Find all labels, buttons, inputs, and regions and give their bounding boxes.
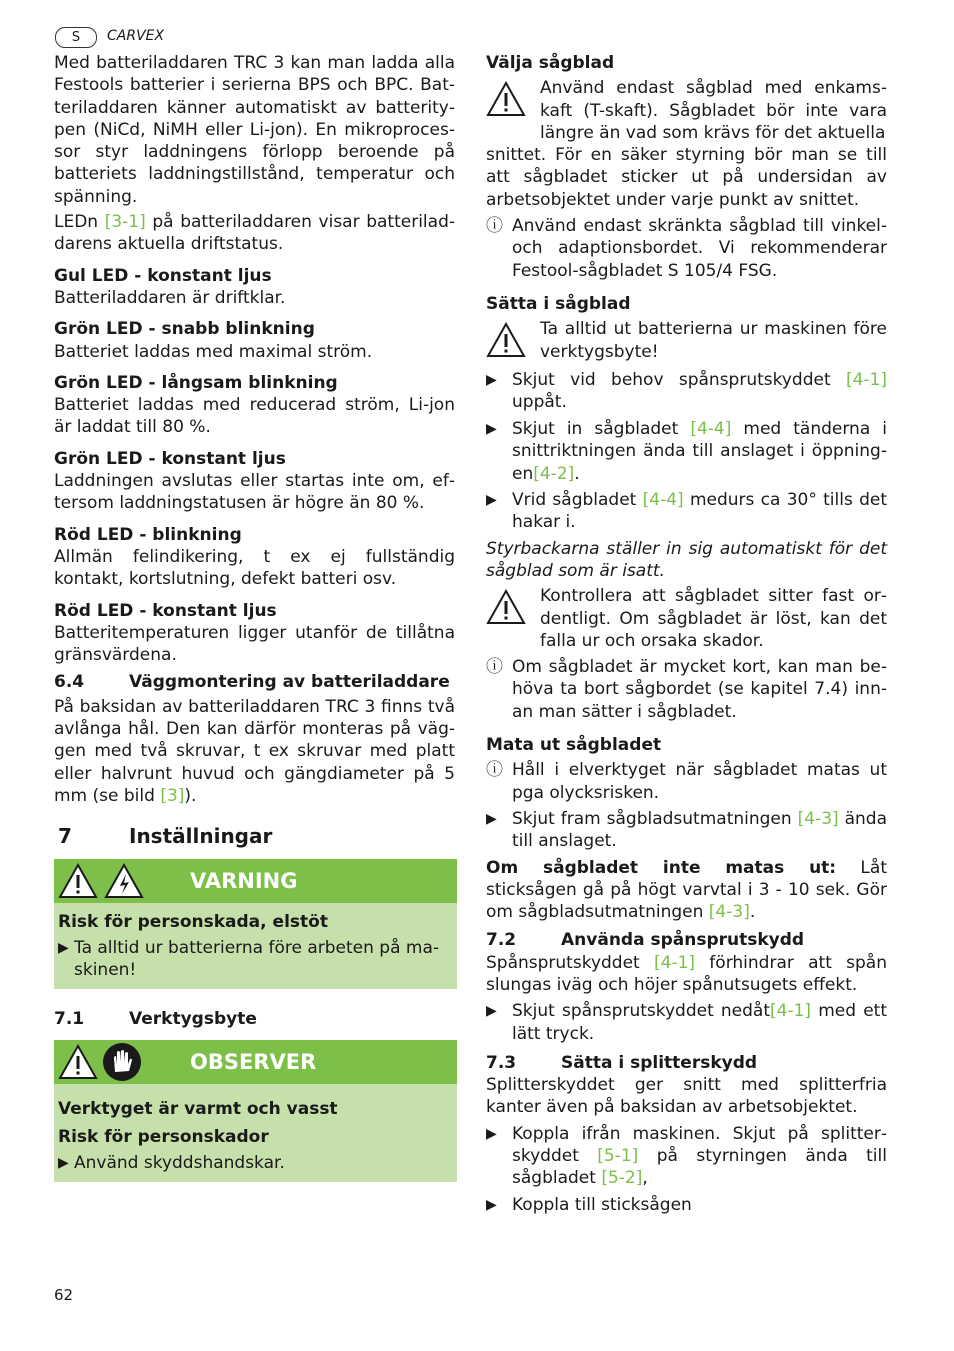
valja-continuation: snittet. För en säker styrning bör man se till att sågbladet sticker ut på undersidan av arbetsobjektet under varje punkt av snittet.: [486, 145, 887, 210]
warning-triangle-icon: [58, 1044, 98, 1080]
led-text: Batteriet laddas med maximal ström.: [54, 341, 373, 362]
triangle-bullet: ▶: [486, 1003, 497, 1020]
s73-step-1: ▶ Koppla ifrån maskinen. Skjut på splitterskyddet [5-1] på styrningen ända till sågbladet [5-2],: [486, 1123, 887, 1189]
led-text: Laddningen avslutas eller startas inte om, eftersom laddningstatusen är högre än 80 %.: [54, 471, 455, 514]
mata-fallback: Om sågbladet inte matas ut: Låt sticksågen gå på högt varvtal i 3 - 10 sek. Gör om sågbladsutmatningen [4-3].: [486, 857, 887, 923]
language-code: S: [71, 30, 81, 45]
s72-step-1: ▶ Skjut spånsprutskyddet nedåt[4-1] med ett lätt tryck.: [486, 1001, 887, 1044]
triangle-bullet: ▶: [58, 1154, 69, 1171]
warning-item: ▶ Ta alltid ur batterierna före arbeten på maskinen!: [58, 937, 440, 980]
caution-line2: Risk för personskador: [58, 1126, 269, 1147]
language-badge: [55, 27, 97, 48]
triangle-bullet: ▶: [486, 421, 497, 438]
info-icon: ⓘ: [486, 760, 503, 781]
glove-icon: [102, 1042, 142, 1082]
warning-box: [54, 859, 457, 989]
figure-ref: [4-4]: [642, 490, 684, 511]
valja-heading: Välja sågblad: [486, 53, 615, 73]
figure-ref: [4-3]: [797, 808, 839, 829]
triangle-bullet: ▶: [486, 810, 497, 827]
mata-info: ⓘ Håll i elverktyget när sågbladet matas ut pga olycksrisken.: [486, 760, 887, 803]
figure-ref: [4-1]: [770, 1001, 812, 1022]
info-icon: ⓘ: [486, 216, 503, 237]
caution-box: [54, 1040, 457, 1182]
triangle-bullet: ▶: [58, 939, 69, 956]
left-column: [54, 52, 455, 1182]
led-text: Allmän felindikering, t ex ej fullständig kontakt, kortslutning, defekt batteri osv.: [54, 546, 455, 590]
electric-shock-icon: [104, 863, 144, 899]
mata-step-1: ▶ Skjut fram sågbladsutmatningen [4-3] ända till anslaget.: [486, 808, 887, 852]
s73-text: Splitterskyddet ger snitt med splitterfria kanter även på baksidan av arbetsobjektet.: [486, 1075, 887, 1118]
s72-text: Spånsprutskyddet [4-1] förhindrar att spån slungas iväg och höjer spånutsugets effekt.: [486, 952, 887, 995]
satta-step-2: ▶ Skjut in sågbladet [4-4] med tänderna i snittriktningen ända till anslaget i öppningen[4-2].: [486, 419, 888, 484]
caution-item: ▶ Använd skyddshandskar.: [58, 1152, 285, 1173]
led-text: Batteritemperaturen ligger utanför de tillåtna gränsvärdena.: [54, 622, 455, 666]
warning-header: [54, 859, 457, 903]
figure-ref: [3]: [160, 785, 185, 806]
caution-body: [54, 1084, 457, 1182]
page-number: 62: [54, 1286, 74, 1304]
figure-ref: [5-2]: [601, 1168, 643, 1189]
satta-warning: Ta alltid ut batterierna ur maskinen före verktygsbyte!: [486, 318, 887, 364]
warning-body: [54, 903, 457, 989]
product-name: CARVEX: [107, 28, 165, 44]
section-heading-6-4: 6.4 Väggmontering av batteriladdare: [54, 672, 450, 693]
caution-header: [54, 1040, 457, 1084]
warning-triangle-icon: [486, 77, 540, 144]
section-heading-7: 7 Inställningar: [58, 824, 273, 849]
figure-ref: [4-4]: [690, 419, 732, 440]
caution-line1: Verktyget är varmt och vasst: [58, 1099, 338, 1120]
led-list: [54, 265, 455, 667]
s73-step-2: ▶ Koppla till sticksågen: [486, 1194, 692, 1215]
led-title: Grön LED - långsam blinkning: [54, 372, 338, 393]
led-intro: LEDn [3-1] på batteriladdaren visar batteriladdarens aktuella driftstatus.: [54, 212, 456, 255]
warning-label: VARNING: [190, 869, 298, 894]
valja-warning: Använd endast sågblad med enkamskaft (T-skaft). Sågbladet bör inte vara längre än vad som krävs för det aktuella: [486, 77, 887, 144]
triangle-bullet: ▶: [486, 492, 497, 509]
led-title: Röd LED - blinkning: [54, 524, 242, 545]
satta-heading: Sätta i sågblad: [486, 293, 631, 314]
section-heading-7-2: 7.2 Använda spånsprutskydd: [486, 930, 805, 951]
satta-info: ⓘ Om sågbladet är mycket kort, kan man behöva ta bort sågbordet (se kapitel 7.4) innan man sätter i sågbladet.: [486, 657, 887, 722]
mata-heading: Mata ut sågbladet: [486, 735, 662, 756]
intro-paragraph: Med batteriladdaren TRC 3 kan man ladda alla Festools batterier i serierna BPS och BPC. Batteriladdaren känner automatiskt av batteritypen (NiCd, NiMH eller Li-jon). En mikroprocessor styr laddningens förlopp beroende på batteriets laddningstillstånd, temperatur och spänning.: [54, 53, 455, 207]
triangle-bullet: ▶: [486, 1196, 497, 1213]
led-title: Grön LED - snabb blinkning: [54, 319, 315, 340]
warning-risk: Risk för personskada, elstöt: [58, 912, 328, 933]
satta-note: Styrbackarna ställer in sig automatiskt för det sågblad som är isatt.: [486, 538, 887, 581]
figure-ref: [5-1]: [597, 1146, 639, 1167]
caution-label: OBSERVER: [190, 1050, 317, 1075]
valja-info: ⓘ Använd endast skränkta sågblad till vinkel- och adaptionsbordet. Vi rekommenderar Festool-sågbladet S 105/4 FSG.: [486, 216, 887, 281]
figure-ref: [3-1]: [104, 212, 146, 233]
led-title: Grön LED - konstant ljus: [54, 448, 286, 469]
figure-ref: [4-2]: [533, 463, 575, 484]
info-icon: ⓘ: [486, 657, 503, 678]
led-title: Röd LED - konstant ljus: [54, 600, 277, 621]
satta-step-1: ▶ Skjut vid behov spånsprutskyddet [4-1] uppåt.: [486, 369, 887, 412]
section-heading-7-3: 7.3 Sätta i splitterskydd: [486, 1052, 758, 1073]
led-title: Gul LED - konstant ljus: [54, 265, 272, 286]
satta-step-3: ▶ Vrid sågbladet [4-4] medurs ca 30° tills det hakar i.: [486, 490, 888, 533]
right-column: [486, 52, 887, 1216]
warning-triangle-icon: [486, 318, 540, 364]
led-text: Batteriet laddas med reducerad ström, Li-jon är laddat till 80 %.: [54, 395, 455, 438]
figure-ref: [4-3]: [708, 902, 750, 923]
warning-triangle-icon: [486, 585, 540, 652]
triangle-bullet: ▶: [486, 371, 497, 388]
wall-mount-text: På baksidan av batteriladdaren TRC 3 finns två avlånga hål. Den kan därför monteras på väggen med två skruvar, t ex skruvar med platt eller halvrunt huvud och gängdiameter på 5 mm (se bild [3]).: [54, 696, 455, 806]
figure-ref: [4-1]: [845, 369, 887, 390]
led-text: Batteriladdaren är driftklar.: [54, 287, 286, 308]
satta-warning-2: Kontrollera att sågbladet sitter fast ordentligt. Om sågbladet är löst, kan det falla ur och orsaka skador.: [486, 585, 887, 652]
warning-triangle-icon: [58, 863, 98, 899]
figure-ref: [4-1]: [654, 952, 696, 973]
triangle-bullet: ▶: [486, 1125, 497, 1142]
section-heading-7-1: 7.1 Verktygsbyte: [54, 1009, 257, 1030]
